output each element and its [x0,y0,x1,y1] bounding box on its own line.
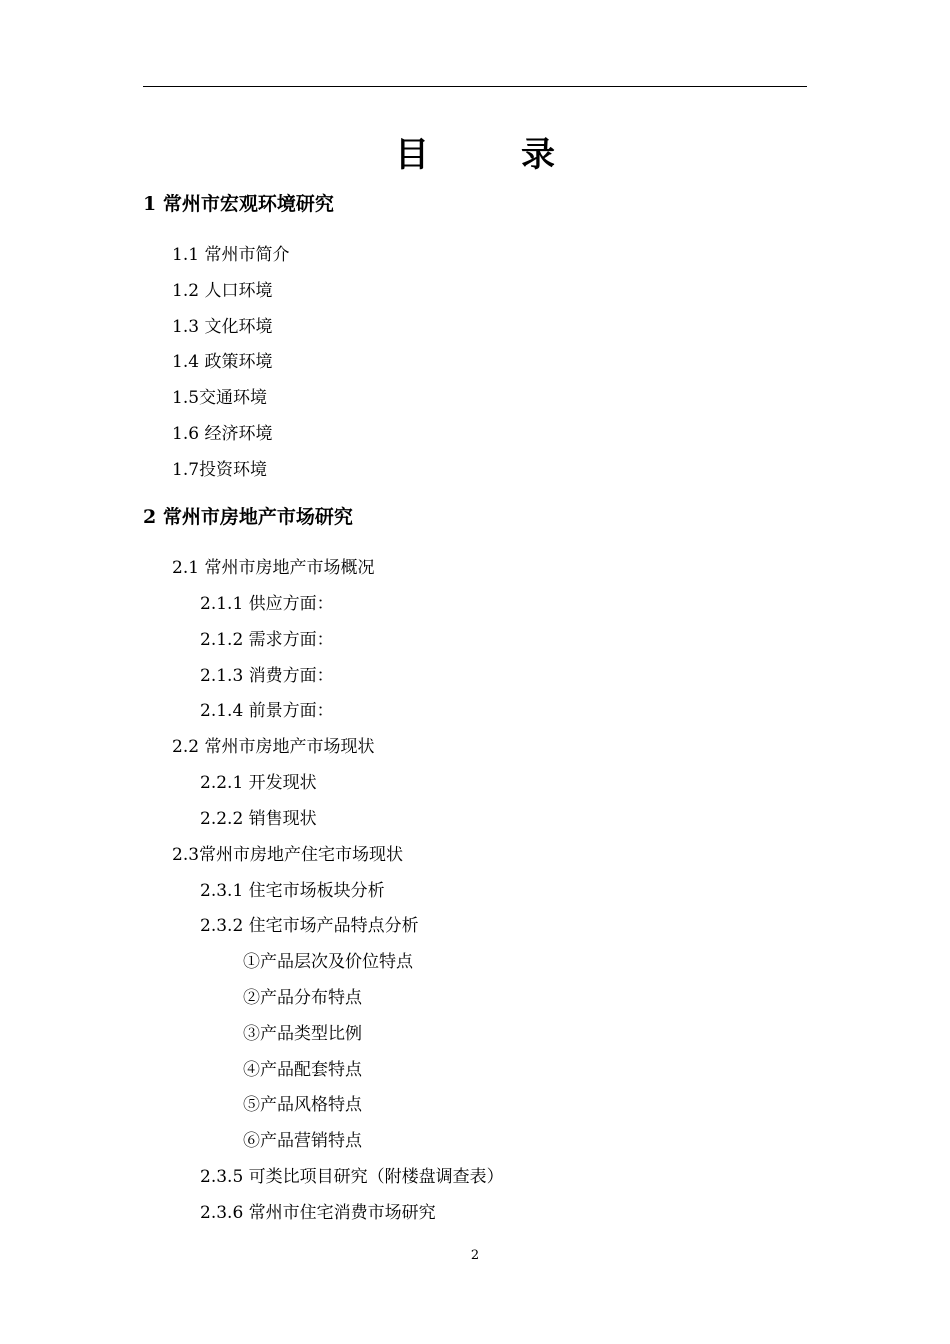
toc-title [0,127,950,176]
toc-entry[interactable]: 1.5交通环境 [172,388,268,408]
toc-entry[interactable]: 2.3.2 住宅市场产品特点分析 [200,916,419,936]
toc-title-char: 目 [395,135,429,175]
toc-entry[interactable]: 2.2.2 销售现状 [200,809,317,829]
toc-title-char: 录 [521,135,555,175]
toc-entry[interactable]: 2.3.6 常州市住宅消费市场研究 [200,1203,436,1223]
toc-entry[interactable]: 2.1.3 消费方面： [200,666,334,686]
toc-entry[interactable]: ③产品类型比例 [243,1024,362,1044]
header-rule [143,86,807,87]
toc-entry[interactable]: ②产品分布特点 [243,988,362,1008]
toc-entry-heading[interactable]: 2 常州市房地产市场研究 [143,506,353,528]
toc-entry[interactable]: 2.1 常州市房地产市场概况 [172,558,375,578]
page-number: 2 [470,1248,480,1263]
toc-entry[interactable]: 2.1.2 需求方面： [200,630,334,650]
toc-entry[interactable]: 2.1.4 前景方面： [200,701,334,721]
toc-entry[interactable]: 2.3.5 可类比项目研究（附楼盘调查表） [200,1167,504,1187]
toc-entry[interactable]: ⑥产品营销特点 [243,1131,362,1151]
toc-entry[interactable]: 1.7投资环境 [172,460,268,480]
toc-entry[interactable]: 1.4 政策环境 [172,352,273,372]
toc-entry[interactable]: ①产品层次及价位特点 [243,952,413,972]
toc-entry[interactable]: 2.1.1 供应方面： [200,594,334,614]
toc-entry[interactable]: 2.2.1 开发现状 [200,773,317,793]
toc-entry[interactable]: 2.2 常州市房地产市场现状 [172,737,375,757]
toc-entry[interactable]: 2.3常州市房地产住宅市场现状 [172,845,404,865]
toc-entry-heading[interactable]: 1 常州市宏观环境研究 [143,193,334,215]
toc-entry[interactable]: 1.2 人口环境 [172,281,273,301]
toc-entry[interactable]: ⑤产品风格特点 [243,1095,362,1115]
toc-entry[interactable]: 1.3 文化环境 [172,317,273,337]
toc-entry[interactable]: 2.3.1 住宅市场板块分析 [200,881,385,901]
toc-entry[interactable]: 1.1 常州市简介 [172,245,290,265]
toc-entry[interactable]: 1.6 经济环境 [172,424,273,444]
toc-entry[interactable]: ④产品配套特点 [243,1060,362,1080]
